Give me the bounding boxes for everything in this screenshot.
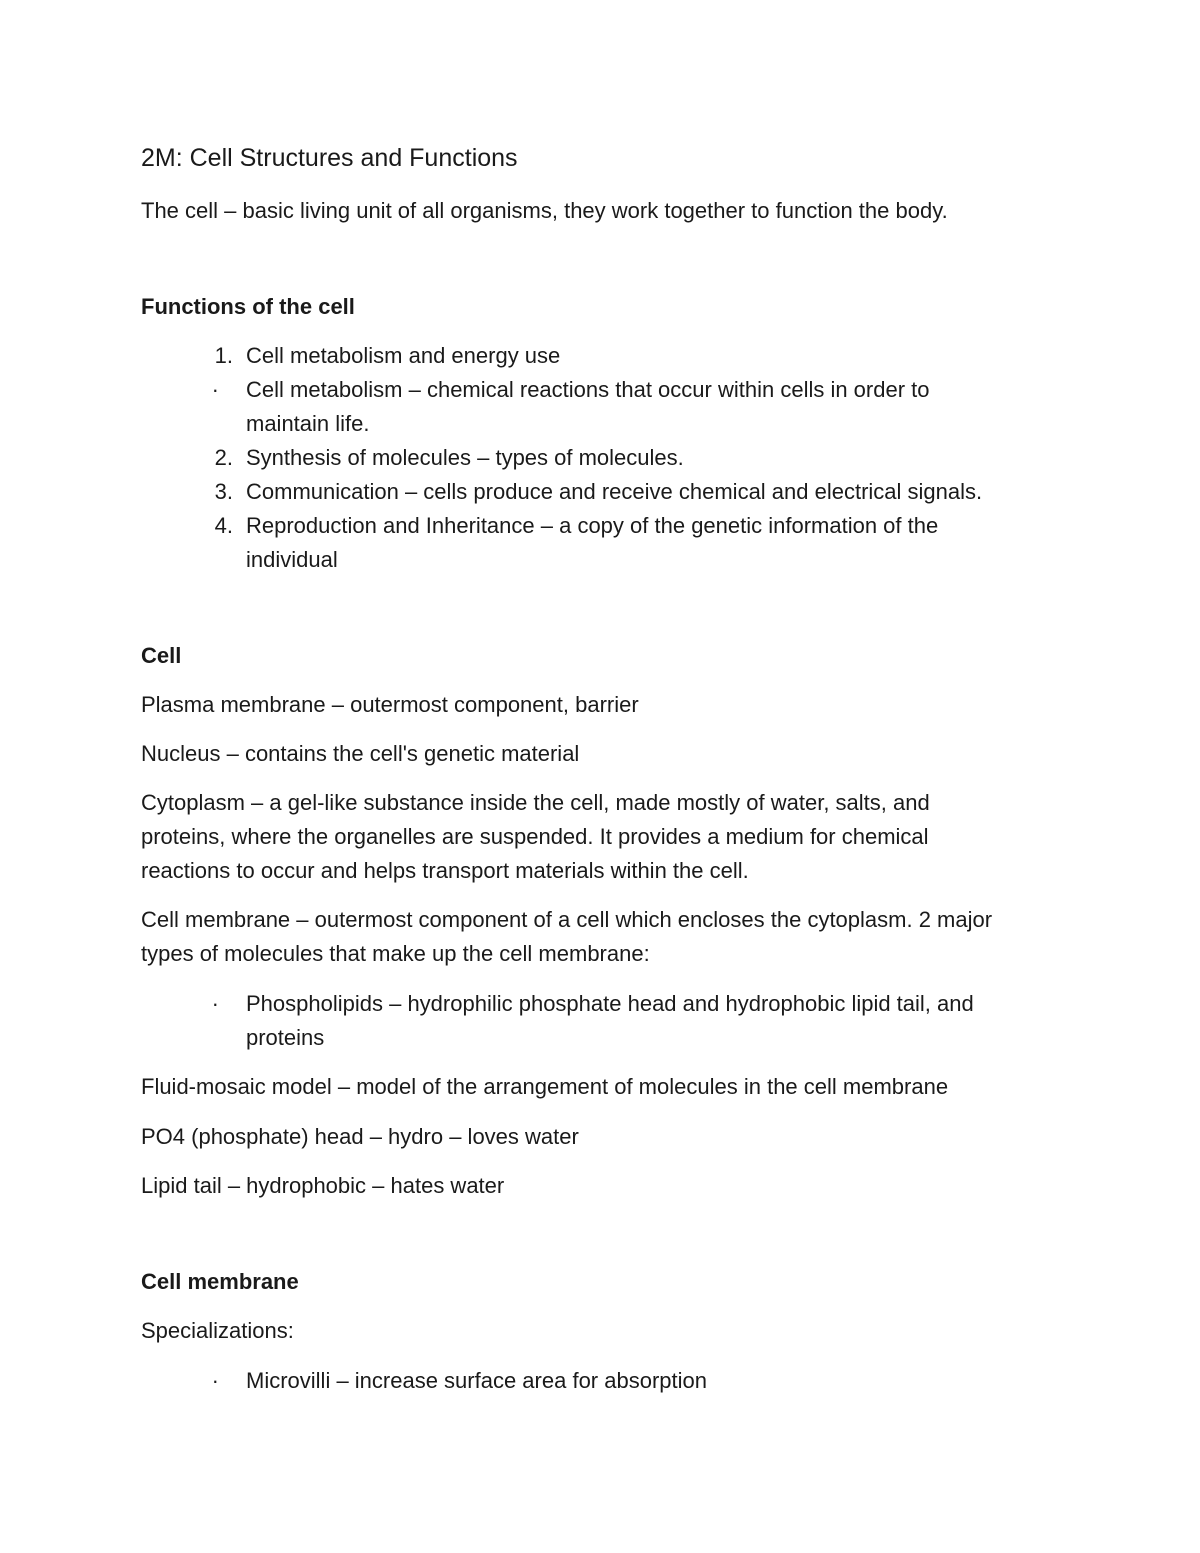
list-marker: 4. bbox=[214, 513, 233, 538]
list-item-text: Communication – cells produce and receive chemical and electrical signals. bbox=[246, 479, 983, 504]
list-item-text: Phospholipids – hydrophilic phosphate head and hydrophobic lipid tail, and bbox=[246, 991, 974, 1016]
paragraph-line: reactions to occur and helps transport materials within the cell. bbox=[141, 858, 749, 883]
list-marker: 2. bbox=[214, 445, 233, 470]
list-item-text: Synthesis of molecules – types of molecules. bbox=[246, 445, 684, 470]
list-item-text: maintain life. bbox=[246, 411, 370, 436]
list-item-text: proteins bbox=[246, 1025, 325, 1050]
plasma-membrane-paragraph: Plasma membrane – outermost component, barrier bbox=[141, 692, 639, 717]
fluid-mosaic-paragraph: Fluid-mosaic model – model of the arrangement of molecules in the cell membrane bbox=[141, 1074, 949, 1099]
list-item-text: Reproduction and Inheritance – a copy of the genetic information of the bbox=[246, 513, 939, 538]
paragraph-line: Cytoplasm – a gel-like substance inside the cell, made mostly of water, salts, and bbox=[141, 790, 930, 815]
lipid-tail-paragraph: Lipid tail – hydrophobic – hates water bbox=[141, 1173, 505, 1198]
list-marker: 3. bbox=[214, 479, 233, 504]
paragraph-line: types of molecules that make up the cell membrane: bbox=[141, 941, 650, 966]
list-item-text: Microvilli – increase surface area for absorption bbox=[246, 1368, 707, 1393]
bullet-marker: · bbox=[211, 1368, 219, 1393]
paragraph-line: proteins, where the organelles are suspended. It provides a medium for chemical bbox=[141, 824, 929, 849]
list-item-text: Cell metabolism – chemical reactions that occur within cells in order to bbox=[246, 377, 930, 402]
cell-membrane-heading: Cell membrane bbox=[141, 1269, 299, 1294]
paragraph-line: Cell membrane – outermost component of a cell which encloses the cytoplasm. 2 major bbox=[141, 907, 993, 932]
bullet-marker: · bbox=[211, 991, 219, 1016]
specializations-label: Specializations: bbox=[141, 1318, 294, 1343]
nucleus-paragraph: Nucleus – contains the cell's genetic material bbox=[141, 741, 580, 766]
intro-paragraph: The cell – basic living unit of all organisms, they work together to function the body. bbox=[141, 198, 948, 223]
po4-head-paragraph: PO4 (phosphate) head – hydro – loves water bbox=[141, 1124, 579, 1149]
document-title: 2M: Cell Structures and Functions bbox=[141, 144, 518, 172]
list-item-text: individual bbox=[246, 547, 338, 572]
list-item-text: Cell metabolism and energy use bbox=[246, 343, 561, 368]
functions-heading: Functions of the cell bbox=[141, 294, 355, 319]
list-marker: 1. bbox=[214, 343, 233, 368]
cell-heading: Cell bbox=[141, 643, 182, 668]
bullet-marker: · bbox=[211, 377, 219, 402]
